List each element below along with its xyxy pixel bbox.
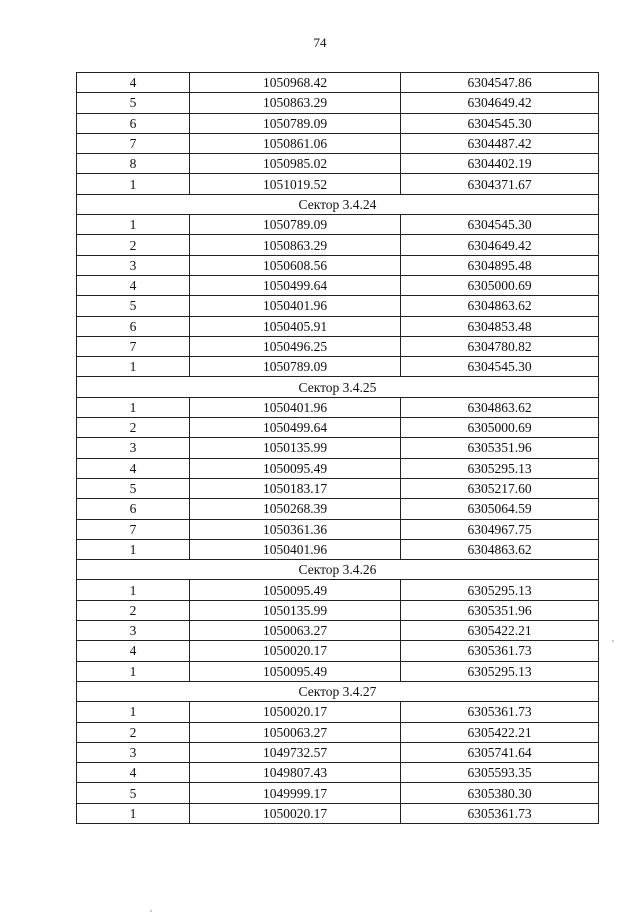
x-coordinate-cell: 1049807.43 [190,763,401,783]
y-coordinate-cell: 6304863.62 [401,296,599,316]
point-number-cell: 1 [77,580,190,600]
point-number-cell: 1 [77,174,190,194]
point-number-cell: 6 [77,499,190,519]
table-row [77,154,599,174]
point-number-cell: 8 [77,154,190,174]
point-number-cell: 6 [77,113,190,133]
x-coordinate-cell: 1050608.56 [190,255,401,275]
y-coordinate-cell: 6305361.73 [401,702,599,722]
point-number-cell: 1 [77,661,190,681]
x-coordinate-cell: 1050496.25 [190,336,401,356]
point-number-cell: 1 [77,215,190,235]
table-row [77,275,599,295]
x-coordinate-cell: 1050361.36 [190,519,401,539]
table-row [77,783,599,803]
table-row [77,600,599,620]
point-number-cell: 7 [77,133,190,153]
table-row [77,539,599,559]
table-row [77,397,599,417]
x-coordinate-cell: 1050135.99 [190,438,401,458]
point-number-cell: 1 [77,539,190,559]
x-coordinate-cell: 1050789.09 [190,357,401,377]
y-coordinate-cell: 6304371.67 [401,174,599,194]
section-header-row [77,377,599,397]
section-title: Сектор 3.4.25 [77,377,599,397]
y-coordinate-cell: 6304487.42 [401,133,599,153]
y-coordinate-cell: 6304402.19 [401,154,599,174]
x-coordinate-cell: 1050405.91 [190,316,401,336]
y-coordinate-cell: 6305000.69 [401,275,599,295]
y-coordinate-cell: 6304863.62 [401,539,599,559]
x-coordinate-cell: 1050020.17 [190,702,401,722]
point-number-cell: 4 [77,275,190,295]
table-row [77,174,599,194]
table-row [77,519,599,539]
point-number-cell: 5 [77,783,190,803]
table-row [77,722,599,742]
y-coordinate-cell: 6304863.62 [401,397,599,417]
x-coordinate-cell: 1050183.17 [190,478,401,498]
table-row [77,478,599,498]
section-header-row [77,560,599,580]
point-number-cell: 2 [77,722,190,742]
y-coordinate-cell: 6304545.30 [401,113,599,133]
y-coordinate-cell: 6305361.73 [401,641,599,661]
x-coordinate-cell: 1050968.42 [190,73,401,93]
point-number-cell: 3 [77,621,190,641]
point-number-cell: 4 [77,73,190,93]
y-coordinate-cell: 6305361.73 [401,803,599,823]
section-title: Сектор 3.4.26 [77,560,599,580]
y-coordinate-cell: 6305217.60 [401,478,599,498]
table-row [77,418,599,438]
point-number-cell: 3 [77,438,190,458]
point-number-cell: 3 [77,255,190,275]
section-header-row [77,194,599,214]
table-row [77,296,599,316]
x-coordinate-cell: 1050401.96 [190,397,401,417]
y-coordinate-cell: 6305422.21 [401,621,599,641]
point-number-cell: 2 [77,235,190,255]
x-coordinate-cell: 1050020.17 [190,803,401,823]
point-number-cell: 6 [77,316,190,336]
y-coordinate-cell: 6304780.82 [401,336,599,356]
x-coordinate-cell: 1050401.96 [190,296,401,316]
x-coordinate-cell: 1050861.06 [190,133,401,153]
y-coordinate-cell: 6305351.96 [401,600,599,620]
point-number-cell: 2 [77,600,190,620]
x-coordinate-cell: 1050095.49 [190,580,401,600]
table-row [77,93,599,113]
table-row [77,438,599,458]
x-coordinate-cell: 1050020.17 [190,641,401,661]
table-row [77,255,599,275]
y-coordinate-cell: 6305351.96 [401,438,599,458]
point-number-cell: 7 [77,336,190,356]
y-coordinate-cell: 6304853.48 [401,316,599,336]
table-row [77,702,599,722]
point-number-cell: 1 [77,397,190,417]
scan-speck [612,640,614,642]
x-coordinate-cell: 1050863.29 [190,93,401,113]
table-row [77,73,599,93]
x-coordinate-cell: 1050401.96 [190,539,401,559]
x-coordinate-cell: 1049999.17 [190,783,401,803]
table-row [77,133,599,153]
x-coordinate-cell: 1049732.57 [190,742,401,762]
y-coordinate-cell: 6305000.69 [401,418,599,438]
y-coordinate-cell: 6305295.13 [401,661,599,681]
point-number-cell: 1 [77,803,190,823]
point-number-cell: 4 [77,458,190,478]
point-number-cell: 4 [77,763,190,783]
y-coordinate-cell: 6304545.30 [401,357,599,377]
x-coordinate-cell: 1050268.39 [190,499,401,519]
y-coordinate-cell: 6304649.42 [401,235,599,255]
table-row [77,803,599,823]
table-row [77,215,599,235]
table-row [77,499,599,519]
x-coordinate-cell: 1050789.09 [190,215,401,235]
table-row [77,113,599,133]
y-coordinate-cell: 6304547.86 [401,73,599,93]
table-row [77,235,599,255]
table-row [77,336,599,356]
point-number-cell: 5 [77,93,190,113]
x-coordinate-cell: 1050095.49 [190,661,401,681]
x-coordinate-cell: 1050863.29 [190,235,401,255]
point-number-cell: 2 [77,418,190,438]
y-coordinate-cell: 6304649.42 [401,93,599,113]
y-coordinate-cell: 6304895.48 [401,255,599,275]
x-coordinate-cell: 1050063.27 [190,722,401,742]
x-coordinate-cell: 1050135.99 [190,600,401,620]
section-header-row [77,681,599,701]
point-number-cell: 3 [77,742,190,762]
section-title: Сектор 3.4.24 [77,194,599,214]
y-coordinate-cell: 6304545.30 [401,215,599,235]
x-coordinate-cell: 1050789.09 [190,113,401,133]
table-row [77,458,599,478]
point-number-cell: 1 [77,357,190,377]
table-row [77,641,599,661]
y-coordinate-cell: 6305593.35 [401,763,599,783]
y-coordinate-cell: 6305741.64 [401,742,599,762]
x-coordinate-cell: 1050095.49 [190,458,401,478]
y-coordinate-cell: 6305422.21 [401,722,599,742]
x-coordinate-cell: 1050499.64 [190,418,401,438]
x-coordinate-cell: 1051019.52 [190,174,401,194]
table-row [77,316,599,336]
y-coordinate-cell: 6305064.59 [401,499,599,519]
y-coordinate-cell: 6305295.13 [401,458,599,478]
coordinates-table [76,72,599,824]
page-number: 74 [313,35,327,50]
table-row [77,357,599,377]
x-coordinate-cell: 1050063.27 [190,621,401,641]
x-coordinate-cell: 1050985.02 [190,154,401,174]
y-coordinate-cell: 6305380.30 [401,783,599,803]
table-row [77,742,599,762]
table-row [77,621,599,641]
y-coordinate-cell: 6304967.75 [401,519,599,539]
table-row [77,661,599,681]
section-title: Сектор 3.4.27 [77,681,599,701]
point-number-cell: 5 [77,478,190,498]
coordinates-table-body [77,73,599,824]
scan-speck [150,910,152,912]
point-number-cell: 7 [77,519,190,539]
y-coordinate-cell: 6305295.13 [401,580,599,600]
point-number-cell: 4 [77,641,190,661]
table-row [77,763,599,783]
x-coordinate-cell: 1050499.64 [190,275,401,295]
table-row [77,580,599,600]
point-number-cell: 1 [77,702,190,722]
point-number-cell: 5 [77,296,190,316]
